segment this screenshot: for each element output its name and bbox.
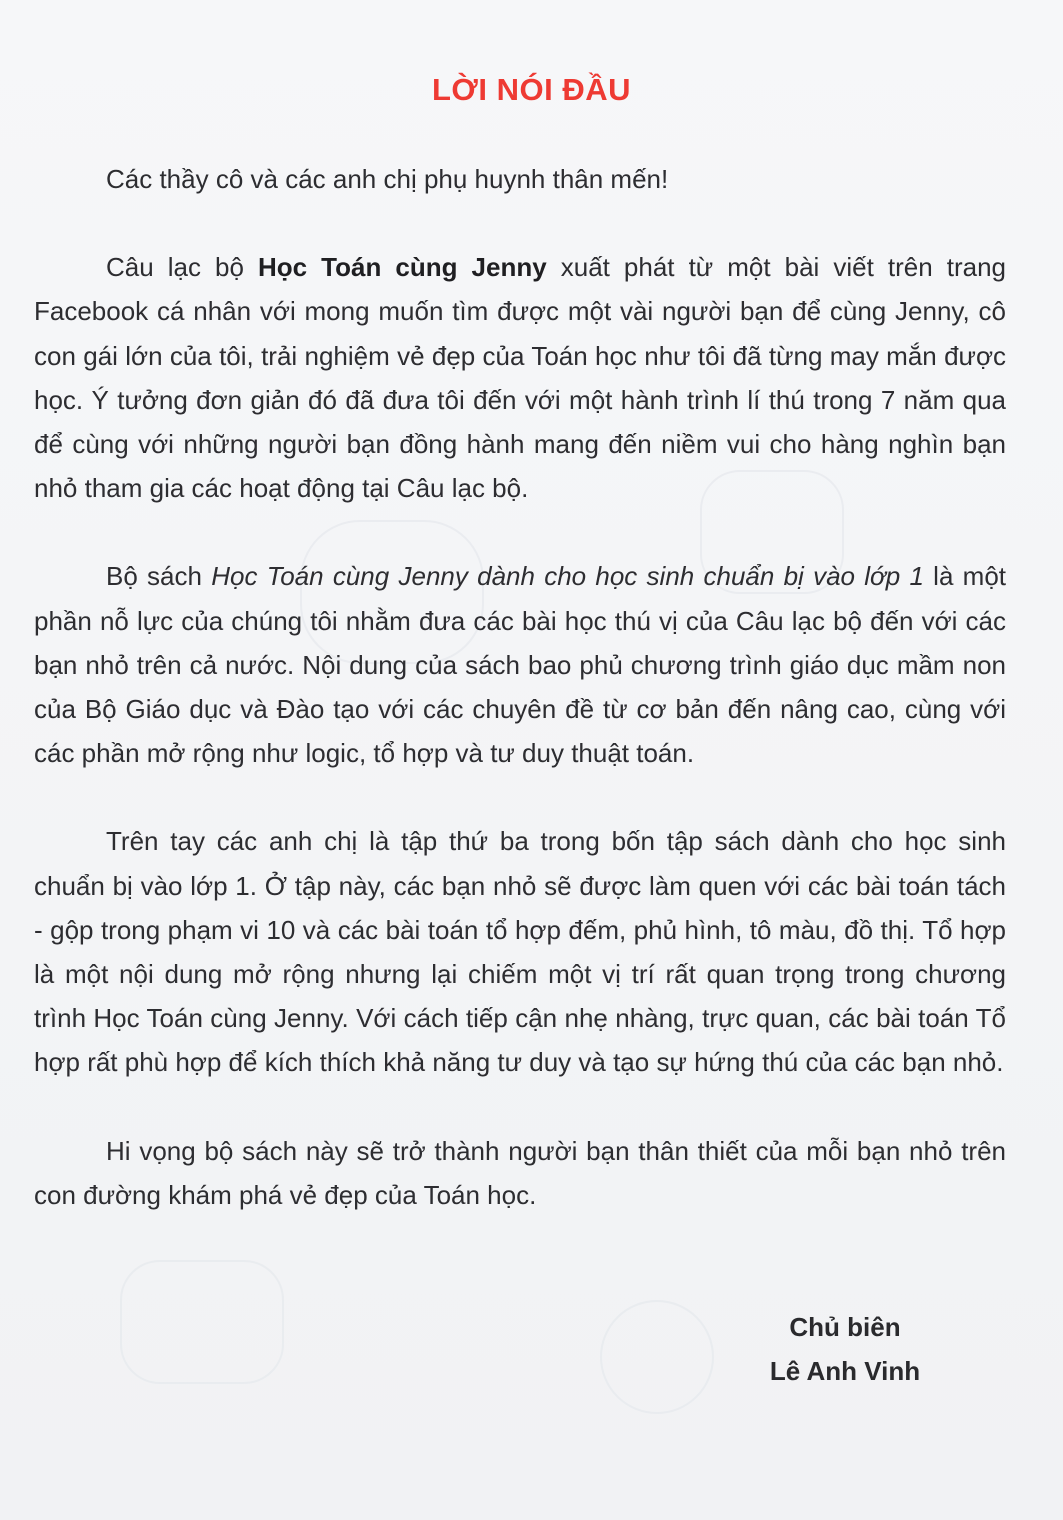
body-text	[34, 157, 1006, 1261]
signature-name: Lê Anh Vinh	[769, 1356, 921, 1386]
book-title-italic: Học Toán cùng Jenny dành cho học sinh chuẩn bị vào lớp 1	[211, 561, 924, 592]
paragraph-book-series	[34, 554, 1006, 775]
paragraph-text: là một phần nỗ lực của chúng tôi nhằm đưa các bài học thú vị của Câu lạc bộ đến với các bạn nhỏ trên cả nước. Nội dung của sách bao phủ chương trình giáo dục mầm non của Bộ Giáo dục và Đào tạo với các chuyên đề từ cơ bản đến nâng cao, cùng với các phần mở rộng như logic, tổ hợp và tư duy thuật toán.	[34, 561, 1007, 769]
faint-background-illustration	[600, 1300, 714, 1414]
faint-background-illustration	[120, 1260, 284, 1384]
paragraph-club-origin	[34, 245, 1006, 510]
signature-role: Chủ biên	[789, 1312, 901, 1342]
signature-block	[700, 1305, 990, 1393]
paragraph-text: xuất phát từ một bài viết trên trang Facebook cá nhân với mong muốn tìm được một vài người bạn để cùng Jenny, cô con gái lớn của tôi, trải nghiệm vẻ đẹp của Toán học như tôi đã từng may mắn được học. Ý tưởng đơn giản đó đã đưa tôi đến với một hành trình lí thú trong 7 năm qua để cùng với những người bạn đồng hành mang đến niềm vui cho hàng nghìn bạn nhỏ tham gia các hoạt động tại Câu lạc bộ.	[34, 252, 1006, 504]
paragraph-text: Bộ sách	[106, 561, 212, 592]
paragraph-volume-content: Trên tay các anh chị là tập thứ ba trong bốn tập sách dành cho học sinh chuẩn bị vào lớp 1. Ở tập này, các bạn nhỏ sẽ được làm quen với các bài toán tách - gộp trong phạm vi 10 và các bài toán tổ hợp đếm, phủ hình, tô màu, đồ thị. Tổ hợp là một nội dung mở rộng nhưng lại chiếm một vị trí rất quan trọng trong chương trình Học Toán cùng Jenny. Với cách tiếp cận nhẹ nhàng, trực quan, các bài toán Tổ hợp rất phù hợp để kích thích khả năng tư duy và tạo sự hứng thú của các bạn nhỏ.	[34, 826, 1006, 1078]
paragraph-closing-wish: Hi vọng bộ sách này sẽ trở thành người bạn thân thiết của mỗi bạn nhỏ trên con đường khám phá vẻ đẹp của Toán học.	[34, 1135, 1006, 1210]
paragraph-text: Câu lạc bộ	[106, 252, 258, 283]
greeting-paragraph: Các thầy cô và các anh chị phụ huynh thân mến!	[106, 164, 669, 194]
page-title: LỜI NÓI ĐẦU	[432, 72, 631, 107]
club-name-bold: Học Toán cùng Jenny	[258, 252, 547, 283]
